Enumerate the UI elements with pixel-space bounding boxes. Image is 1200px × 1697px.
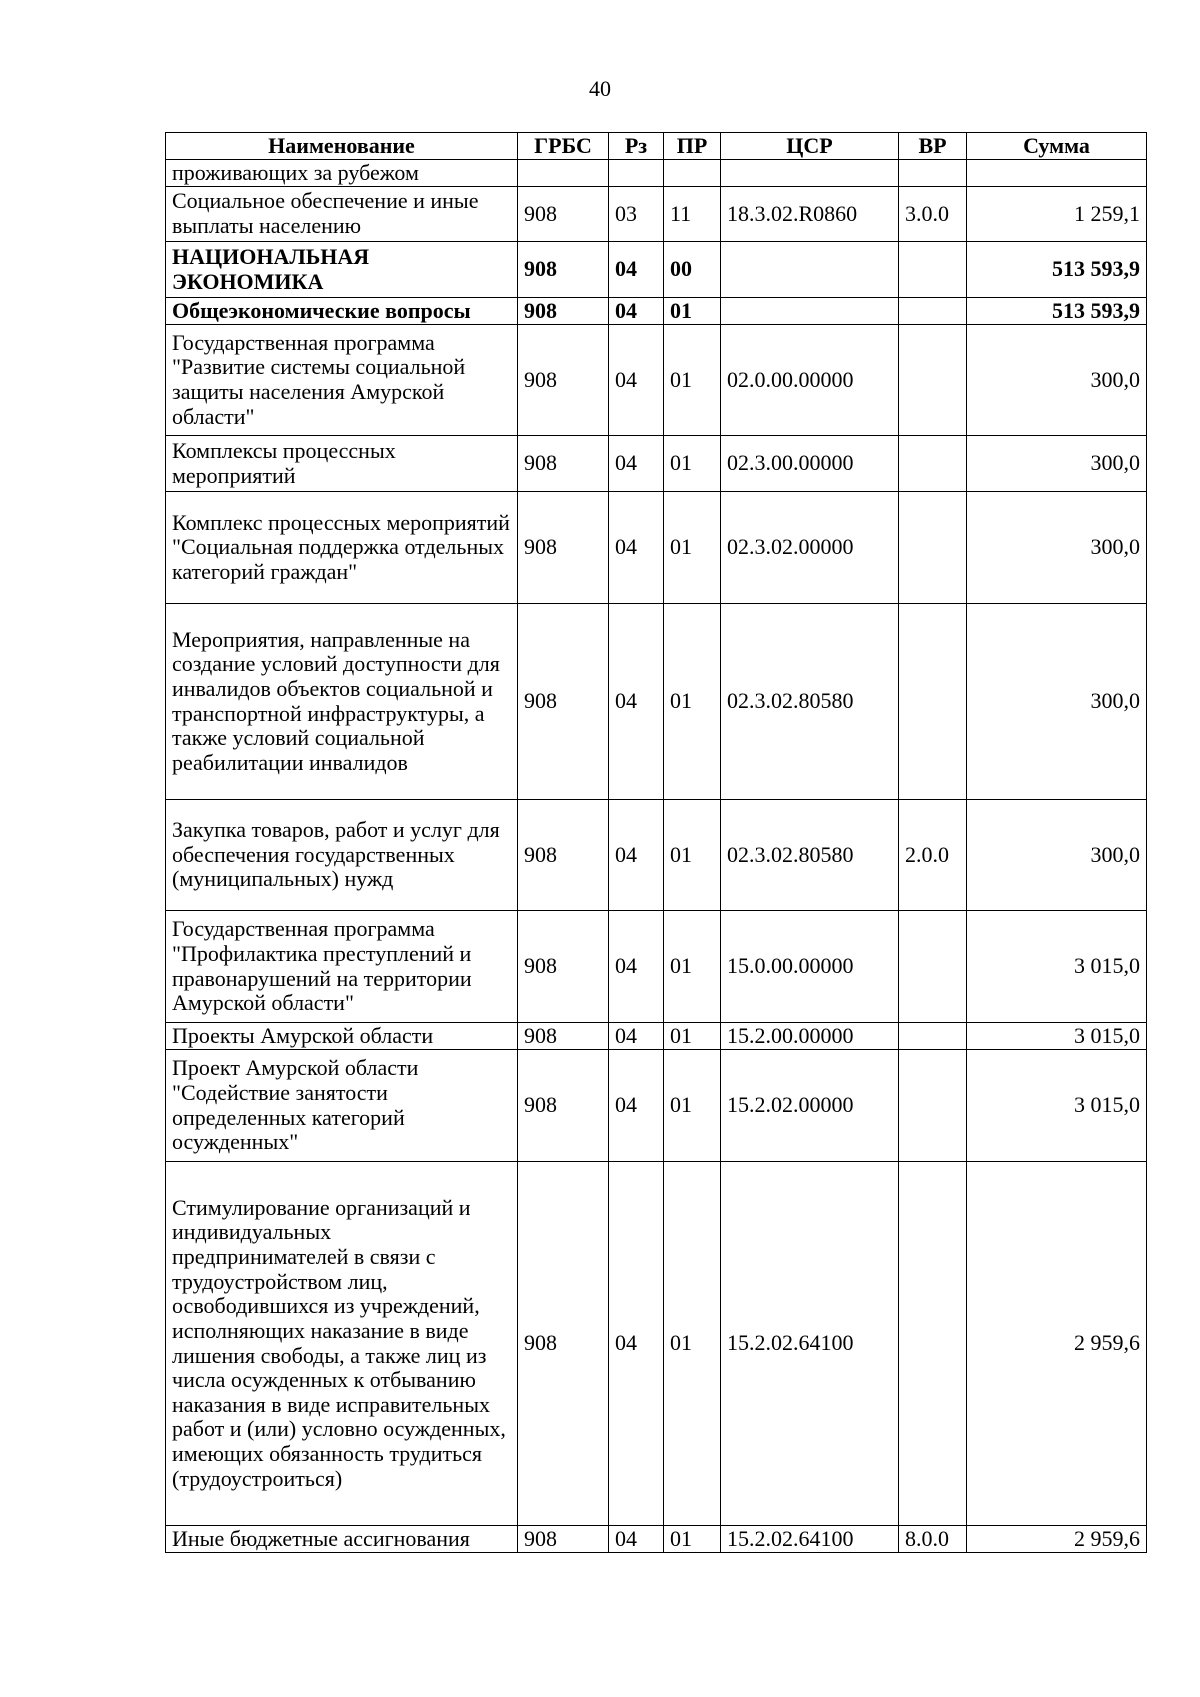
cell-sum: 3 015,0 xyxy=(967,911,1147,1023)
cell-grbs: 908 xyxy=(518,1526,609,1553)
cell-csr: 15.2.02.00000 xyxy=(721,1050,899,1162)
cell-csr: 02.0.00.00000 xyxy=(721,325,899,436)
cell-rz: 04 xyxy=(609,800,664,911)
header-vr: ВР xyxy=(899,133,967,160)
cell-grbs: 908 xyxy=(518,1023,609,1050)
header-name: Наименование xyxy=(166,133,518,160)
cell-rz: 04 xyxy=(609,436,664,492)
cell-vr xyxy=(899,492,967,604)
cell-csr: 15.2.02.64100 xyxy=(721,1526,899,1553)
cell-name: Государственная программа "Развитие системы социальной защиты населения Амурской области" xyxy=(166,325,518,436)
cell-csr: 18.3.02.R0860 xyxy=(721,187,899,242)
table-row xyxy=(166,187,1147,242)
cell-grbs: 908 xyxy=(518,436,609,492)
cell-grbs: 908 xyxy=(518,242,609,298)
table-row xyxy=(166,492,1147,604)
table-row-subsection xyxy=(166,298,1147,325)
cell-csr: 02.3.02.80580 xyxy=(721,800,899,911)
cell-sum: 513 593,9 xyxy=(967,242,1147,298)
table-row xyxy=(166,1023,1147,1050)
table-row xyxy=(166,911,1147,1023)
header-csr: ЦСР xyxy=(721,133,899,160)
cell-name: Закупка товаров, работ и услуг для обеспечения государственных (муниципальных) нужд xyxy=(166,800,518,911)
cell-rz: 04 xyxy=(609,911,664,1023)
cell-sum: 300,0 xyxy=(967,800,1147,911)
cell-csr: 15.2.02.64100 xyxy=(721,1162,899,1526)
table-row xyxy=(166,1050,1147,1162)
cell-sum: 300,0 xyxy=(967,492,1147,604)
cell-csr xyxy=(721,298,899,325)
cell-grbs: 908 xyxy=(518,911,609,1023)
cell-sum: 300,0 xyxy=(967,604,1147,800)
budget-table xyxy=(165,132,1147,1553)
cell-vr: 8.0.0 xyxy=(899,1526,967,1553)
cell-csr: 02.3.00.00000 xyxy=(721,436,899,492)
header-pr: ПР xyxy=(664,133,721,160)
cell-grbs: 908 xyxy=(518,298,609,325)
cell-grbs: 908 xyxy=(518,604,609,800)
cell-rz: 04 xyxy=(609,492,664,604)
table-row xyxy=(166,160,1147,187)
cell-sum: 300,0 xyxy=(967,325,1147,436)
cell-csr: 15.2.00.00000 xyxy=(721,1023,899,1050)
cell-csr xyxy=(721,160,899,187)
cell-name: проживающих за рубежом xyxy=(166,160,518,187)
cell-pr: 01 xyxy=(664,911,721,1023)
cell-rz: 04 xyxy=(609,604,664,800)
cell-name: Стимулирование организаций и индивидуальных предпринимателей в связи с трудоустройством лиц, освободившихся из учреждений, исполняющих наказание в виде лишения свободы, а также лиц из числа осужденных к отбыванию наказания в виде исправительных работ и (или) условно осужденных, имеющих обязанность трудиться (трудоустроиться) xyxy=(166,1162,518,1526)
cell-pr: 01 xyxy=(664,1526,721,1553)
table-row xyxy=(166,436,1147,492)
cell-name: Комплексы процессных мероприятий xyxy=(166,436,518,492)
table-row xyxy=(166,604,1147,800)
cell-rz: 04 xyxy=(609,1526,664,1553)
page-number: 40 xyxy=(589,76,611,101)
header-sum: Сумма xyxy=(967,133,1147,160)
cell-vr: 3.0.0 xyxy=(899,187,967,242)
cell-grbs: 908 xyxy=(518,800,609,911)
cell-pr: 01 xyxy=(664,1023,721,1050)
cell-pr: 01 xyxy=(664,1162,721,1526)
cell-vr xyxy=(899,160,967,187)
cell-vr xyxy=(899,911,967,1023)
cell-grbs: 908 xyxy=(518,325,609,436)
table-row xyxy=(166,800,1147,911)
cell-name: Иные бюджетные ассигнования xyxy=(166,1526,518,1553)
cell-grbs: 908 xyxy=(518,1162,609,1526)
cell-name: Комплекс процессных мероприятий "Социальная поддержка отдельных категорий граждан" xyxy=(166,492,518,604)
cell-name: Государственная программа "Профилактика преступлений и правонарушений на территории Амурской области" xyxy=(166,911,518,1023)
cell-rz: 04 xyxy=(609,1023,664,1050)
table-row xyxy=(166,1526,1147,1553)
cell-sum: 2 959,6 xyxy=(967,1526,1147,1553)
cell-name: Проекты Амурской области xyxy=(166,1023,518,1050)
cell-vr xyxy=(899,325,967,436)
cell-name: Общеэкономические вопросы xyxy=(166,298,518,325)
cell-pr: 01 xyxy=(664,298,721,325)
cell-csr xyxy=(721,242,899,298)
cell-rz: 04 xyxy=(609,325,664,436)
header-grbs: ГРБС xyxy=(518,133,609,160)
cell-grbs: 908 xyxy=(518,492,609,604)
cell-csr: 15.0.00.00000 xyxy=(721,911,899,1023)
cell-csr: 02.3.02.80580 xyxy=(721,604,899,800)
header-rz: Рз xyxy=(609,133,664,160)
cell-vr: 2.0.0 xyxy=(899,800,967,911)
cell-sum: 1 259,1 xyxy=(967,187,1147,242)
cell-sum: 2 959,6 xyxy=(967,1162,1147,1526)
table-row xyxy=(166,1162,1147,1526)
cell-vr xyxy=(899,1023,967,1050)
cell-pr: 01 xyxy=(664,604,721,800)
cell-sum: 513 593,9 xyxy=(967,298,1147,325)
cell-pr: 01 xyxy=(664,325,721,436)
cell-pr: 01 xyxy=(664,800,721,911)
cell-name: Социальное обеспечение и иные выплаты населению xyxy=(166,187,518,242)
cell-sum: 3 015,0 xyxy=(967,1023,1147,1050)
cell-rz: 04 xyxy=(609,1050,664,1162)
cell-vr xyxy=(899,1162,967,1526)
cell-vr xyxy=(899,298,967,325)
cell-grbs: 908 xyxy=(518,1050,609,1162)
cell-sum: 300,0 xyxy=(967,436,1147,492)
cell-rz: 04 xyxy=(609,298,664,325)
cell-rz xyxy=(609,160,664,187)
cell-grbs: 908 xyxy=(518,187,609,242)
cell-pr: 01 xyxy=(664,436,721,492)
cell-grbs xyxy=(518,160,609,187)
cell-rz: 04 xyxy=(609,1162,664,1526)
cell-sum: 3 015,0 xyxy=(967,1050,1147,1162)
cell-vr xyxy=(899,436,967,492)
table-row-section xyxy=(166,242,1147,298)
cell-pr: 00 xyxy=(664,242,721,298)
table-header-row xyxy=(166,133,1147,160)
cell-rz: 03 xyxy=(609,187,664,242)
cell-name: НАЦИОНАЛЬНАЯ ЭКОНОМИКА xyxy=(166,242,518,298)
cell-vr xyxy=(899,604,967,800)
cell-sum xyxy=(967,160,1147,187)
cell-name: Мероприятия, направленные на создание условий доступности для инвалидов объектов социальной и транспортной инфраструктуры, а также условий социальной реабилитации инвалидов xyxy=(166,604,518,800)
cell-pr: 01 xyxy=(664,1050,721,1162)
cell-pr xyxy=(664,160,721,187)
table-row xyxy=(166,325,1147,436)
cell-pr: 11 xyxy=(664,187,721,242)
cell-vr xyxy=(899,1050,967,1162)
cell-csr: 02.3.02.00000 xyxy=(721,492,899,604)
cell-vr xyxy=(899,242,967,298)
cell-rz: 04 xyxy=(609,242,664,298)
cell-pr: 01 xyxy=(664,492,721,604)
cell-name: Проект Амурской области "Содействие занятости определенных категорий осужденных" xyxy=(166,1050,518,1162)
